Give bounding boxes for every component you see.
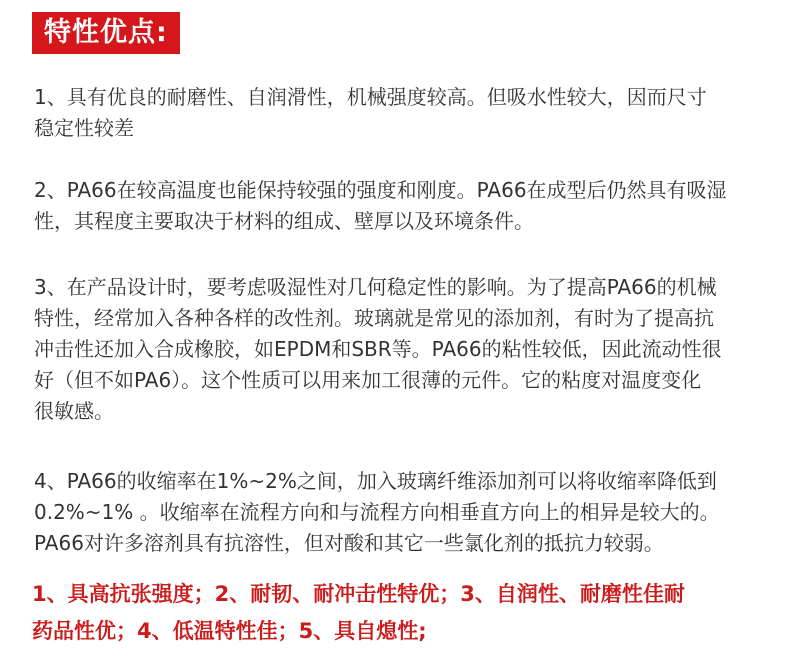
feature-paragraph-1: [34, 82, 774, 144]
paragraph-line: 1、具有优良的耐磨性、自润滑性，机械强度较高。但吸水性较大，因而尺寸: [34, 85, 707, 109]
paragraph-line: 3、在产品设计时，要考虑吸湿性对几何稳定性的影响。为了提高PA66的机械: [34, 275, 717, 299]
feature-paragraph-4: [34, 466, 774, 559]
paragraph-line: 冲击性还加入合成橡胶，如EPDM和SBR等。PA66的粘性较低，因此流动性很: [34, 337, 722, 361]
paragraph-line: PA66对许多溶剂具有抗溶性，但对酸和其它一些氯化剂的抵抗力较弱。: [34, 531, 664, 555]
paragraph-line: 0.2%~1% 。收缩率在流程方向和与流程方向相垂直方向上的相异是较大的。: [34, 500, 720, 524]
paragraph-line: 2、PA66在较高温度也能保持较强的强度和刚度。PA66在成型后仍然具有吸湿: [34, 178, 727, 202]
paragraph-line: 稳定性较差: [34, 116, 134, 140]
summary-highlights: [32, 576, 782, 650]
paragraph-line: 4、PA66的收缩率在1%~2%之间，加入玻璃纤维添加剂可以将收缩率降低到: [34, 469, 717, 493]
summary-line: 药品性优；4、低温特性佳；5、具自熄性;: [32, 619, 427, 643]
summary-line: 1、具高抗张强度；2、耐韧、耐冲击性特优；3、自润性、耐磨性佳耐: [32, 582, 685, 606]
section-title: 特性优点:: [32, 12, 180, 54]
paragraph-line: 很敏感。: [34, 399, 114, 423]
feature-paragraph-2: [34, 175, 774, 237]
paragraph-line: 好（但不如PA6）。这个性质可以用来加工很薄的元件。它的粘度对温度变化: [34, 368, 702, 392]
paragraph-line: 性，其程度主要取决于材料的组成、壁厚以及环境条件。: [34, 209, 534, 233]
paragraph-line: 特性，经常加入各种各样的改性剂。玻璃就是常见的添加剂，有时为了提高抗: [34, 306, 714, 330]
feature-paragraph-3: [34, 272, 774, 427]
